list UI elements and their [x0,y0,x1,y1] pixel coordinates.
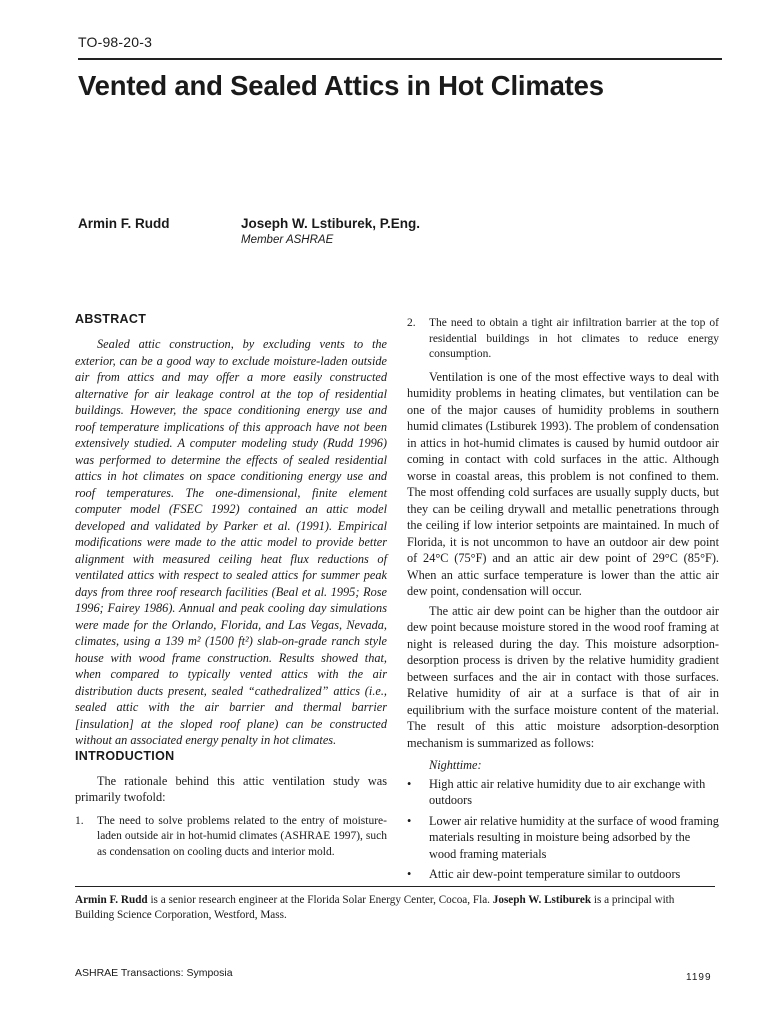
rationale-item-2 [407,316,719,363]
report-number: TO-98-20-3 [78,34,153,50]
footnote-text-rudd: is a senior research engineer at the Florida Solar Energy Center, Cocoa, Fla. [147,894,493,906]
paper-title: Vented and Sealed Attics in Hot Climates [78,70,604,101]
rationale-list-continued [407,316,719,363]
rationale-list [75,814,387,861]
bullet-text: Lower air relative humidity at the surface of wood framing materials resulting in moisture being adsorbed by the wood framing materials [429,813,719,861]
left-column [75,312,387,860]
bullet-text: High attic air relative humidity due to air exchange with outdoors [429,776,706,807]
page-number: 1199 [686,972,712,983]
author-rudd: Armin F. Rudd [78,216,170,231]
nighttime-label: Nighttime: [429,758,482,772]
right-column [407,316,719,887]
ventilation-paragraph: Ventilation is one of the most effective ways to deal with humidity problems in heating climates, but ventilation can be one of the major causes of humidity problems in southern humid climates (Lstiburek 1993). The problem of condensation in attics in hot-humid climates is caused by humid outdoor air coming in contact with cold surfaces in the attic. Although worse in coastal areas, this problem is not confined to them. The most offending cold surfaces are usually supply ducts, but they can be ceiling drywall and metallic penetrations through the ceiling if low interior setpoints are maintained. In much of Florida, it is not uncommon to have an outdoor air dew point of 24°C (75°F) and an attic air dew point of 29°C (85°F). When an attic surface temperature is lower than the attic air dew point, condensation will occur. [407,369,719,598]
abstract-text: Sealed attic construction, by excluding vents to the exterior, can be a good way to exclude moisture-laden outside air from attics and may offer a more easily constructed alternative for air leakage control at the top of residential buildings. However, the space conditioning energy use and roof temperature implications of this approach have not been extensively studied. A computer modeling study (Rudd 1996) was performed to determine the effects of sealed residential attics in hot climates on space conditioning energy use and roof temperatures. The one-dimensional, finite element computer model (FSEC 1992) contained an attic model developed and validated by Parker et al. (1991). Empirical modifications were made to the attic model to provide better alignment with measured ceiling heat flux reductions of ventilated attics with respect to sealed attics for summer peak days from three roof research facilities (Beal et al. 1995; Rose 1996; Fairey 1986). Annual and peak cooling day simulations were made for the Orlando, Florida, and Las Vegas, Nevada, climates, using a 139 m² (1500 ft²) slab-on-grade ranch style house with wood frame construction. Results showed that, when compared to typically vented attics with the air distribution ducts present, sealed “cathedralized” attics (i.e., sealed attic with the air barrier and thermal barrier [insulation] at the sloped roof plane) can be constructed without an associated energy penalty in hot climates. [75,337,387,747]
journal-name: ASHRAE Transactions: Symposia [75,967,233,979]
header-rule [78,58,722,60]
rationale-item-2-number: 2. [407,317,416,329]
bullet-text: Attic air dew-point temperature similar to outdoors [429,867,681,881]
author-footnote [75,893,715,923]
bullet-dot: • [407,776,412,791]
bullet-item [407,776,719,809]
author-lstiburek: Joseph W. Lstiburek, P.Eng. [241,216,421,231]
footnote-name-lstiburek: Joseph W. Lstiburek [492,894,592,906]
rationale-item-2-text: The need to obtain a tight air infiltration barrier at the top of residential buildings in hot climates to reduce energy consumption. [429,317,719,360]
introduction-heading: INTRODUCTION [75,748,175,763]
bullet-item [407,813,719,863]
introduction-lead: The rationale behind this attic ventilation study was primarily twofold: [75,773,387,804]
footnote-rule [75,886,715,887]
footnote-name-rudd: Armin F. Rudd [75,894,148,906]
rationale-item-1-text: The need to solve problems related to the entry of moisture-laden outside air in hot-humid climates (ASHRAE 1997), such as condensation on cooling ducts and interior mold. [97,814,387,858]
abstract-heading: ABSTRACT [75,312,147,326]
author-affiliation: Member ASHRAE [241,234,334,246]
dew-point-paragraph: The attic air dew point can be higher than the outdoor air dew point because moisture stored in the wood roof framing at night is released during the day. This moisture adsorption-desorption process is driven by the relative humidity gradient between surfaces and the air in contact with those surfaces. Relative humidity of air at a surface is that of air in equilibrium with the surface moisture content of the material. The result of this attic moisture adsorption-desorption mechanism is summarized as follows: [407,603,719,750]
footnote-text-lstiburek: is a principal with Building Science Corporation, Westford, Mass. [75,894,675,921]
nighttime-bullet-list [407,776,719,883]
bullet-dot: • [407,813,412,828]
rationale-item-1-number: 1. [75,814,84,827]
rationale-item-1 [75,814,387,861]
bullet-dot: • [407,867,412,881]
bullet-item [407,866,719,883]
